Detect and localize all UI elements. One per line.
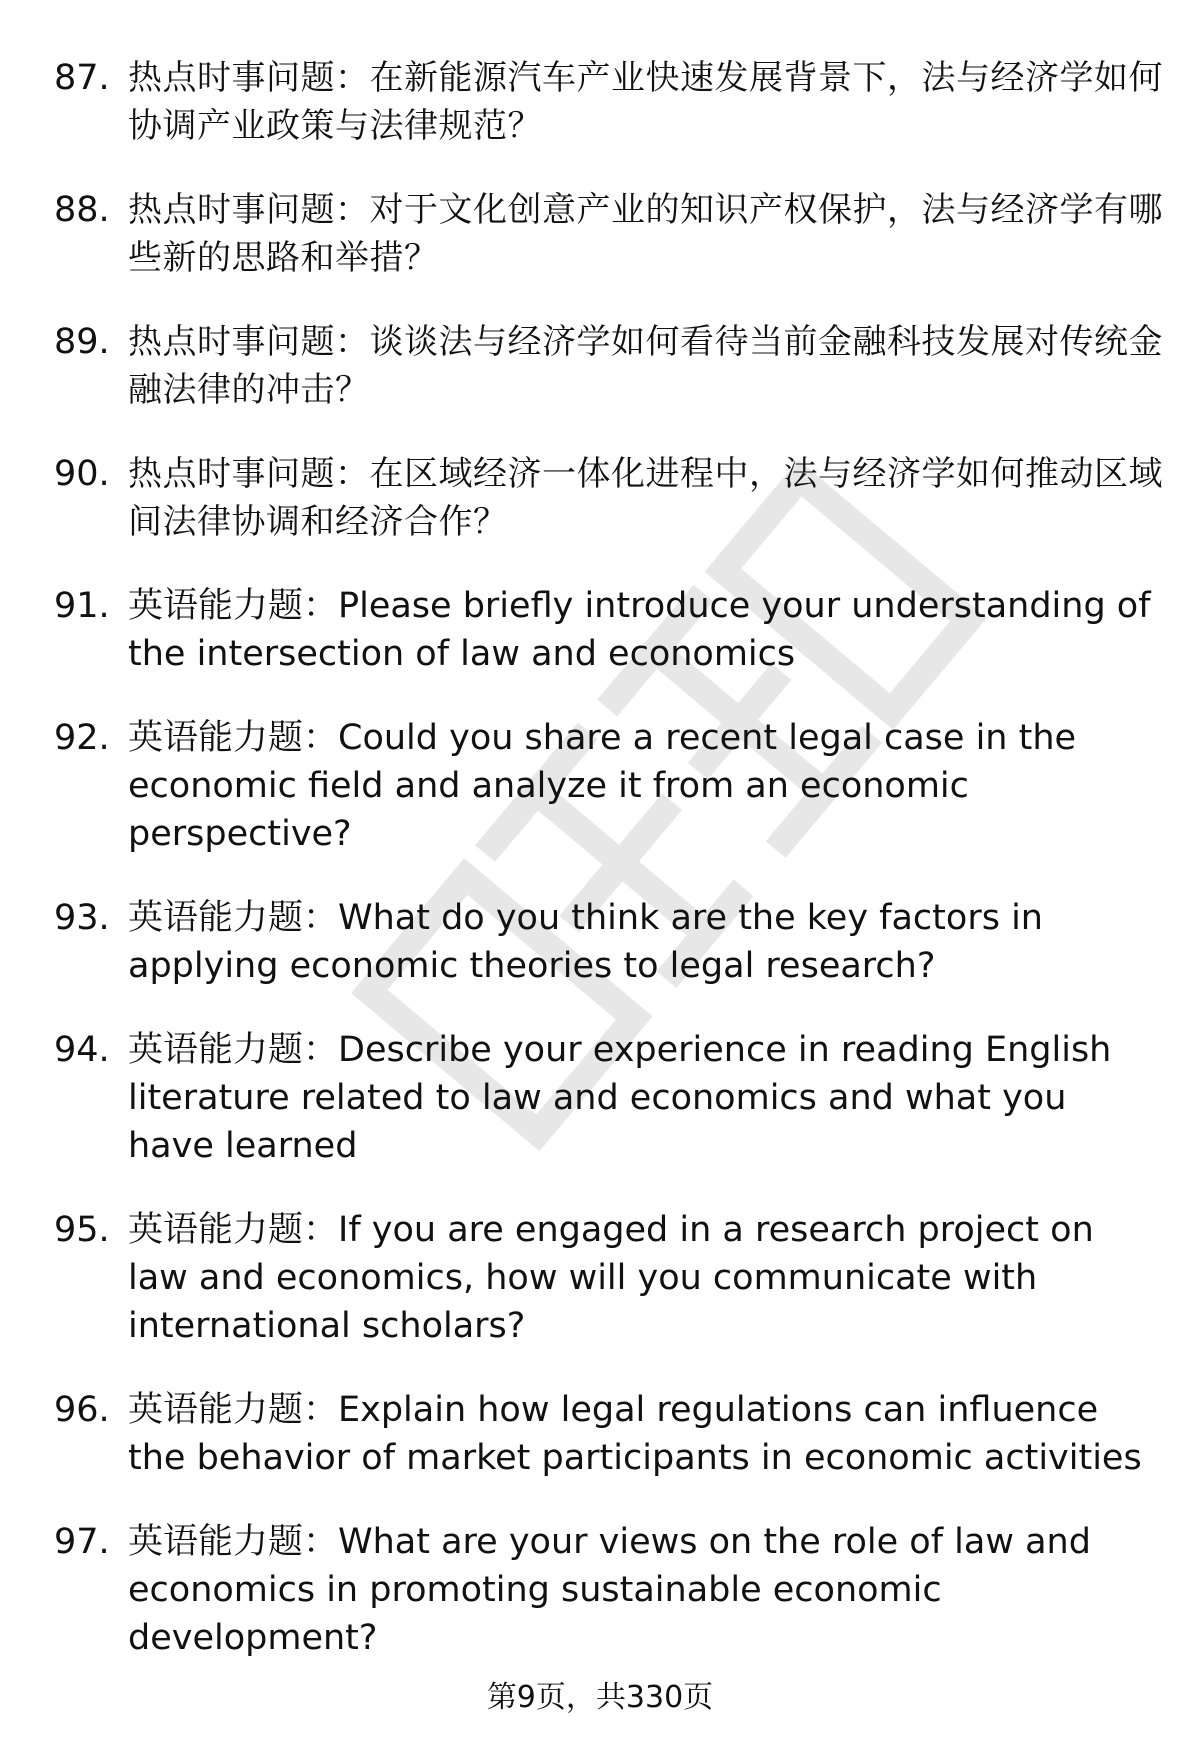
question-text: 热点时事问题：谈谈法与经济学如何看待当前金融科技发展对传统金融法律的冲击？: [128, 322, 1163, 410]
question-text: 英语能力题：Describe your experience in reading English literature related to law and economics and what you have learned: [128, 1030, 1112, 1166]
question-number: 90.: [54, 454, 110, 494]
question-number: 91.: [54, 586, 110, 626]
question-number: 96.: [54, 1390, 110, 1430]
question-text: 热点时事问题：在新能源汽车产业快速发展背景下，法与经济学如何协调产业政策与法律规范？: [128, 58, 1163, 146]
question-number: 89.: [54, 322, 110, 362]
question-text: 英语能力题：What do you think are the key factors in applying economic theories to legal research?: [128, 898, 1043, 986]
question-text: 英语能力题：What are your views on the role of law and economics in promoting sustainable economic development?: [128, 1522, 1091, 1658]
question-number: 92.: [54, 718, 110, 758]
question-text: 热点时事问题：在区域经济一体化进程中，法与经济学如何推动区域间法律协调和经济合作？: [128, 454, 1163, 542]
question-text: 热点时事问题：对于文化创意产业的知识产权保护，法与经济学有哪些新的思路和举措？: [128, 190, 1163, 278]
question-text: 英语能力题：Please briefly introduce your understanding of the intersection of law and economics: [128, 586, 1151, 674]
question-number: 95.: [54, 1210, 110, 1250]
question-text: 英语能力题：If you are engaged in a research project on law and economics, how will you communicate with international scholars?: [128, 1210, 1094, 1346]
question-number: 94.: [54, 1030, 110, 1070]
question-number: 88.: [54, 190, 110, 230]
question-text: 英语能力题：Explain how legal regulations can influence the behavior of market participants in economic activities: [128, 1390, 1142, 1478]
question-number: 87.: [54, 58, 110, 98]
question-number: 97.: [54, 1522, 110, 1562]
question-number: 93.: [54, 898, 110, 938]
question-text: 英语能力题：Could you share a recent legal case in the economic field and analyze it from an economic perspective?: [128, 718, 1077, 854]
page-number-footer: 第9页，共330页: [486, 1680, 714, 1715]
